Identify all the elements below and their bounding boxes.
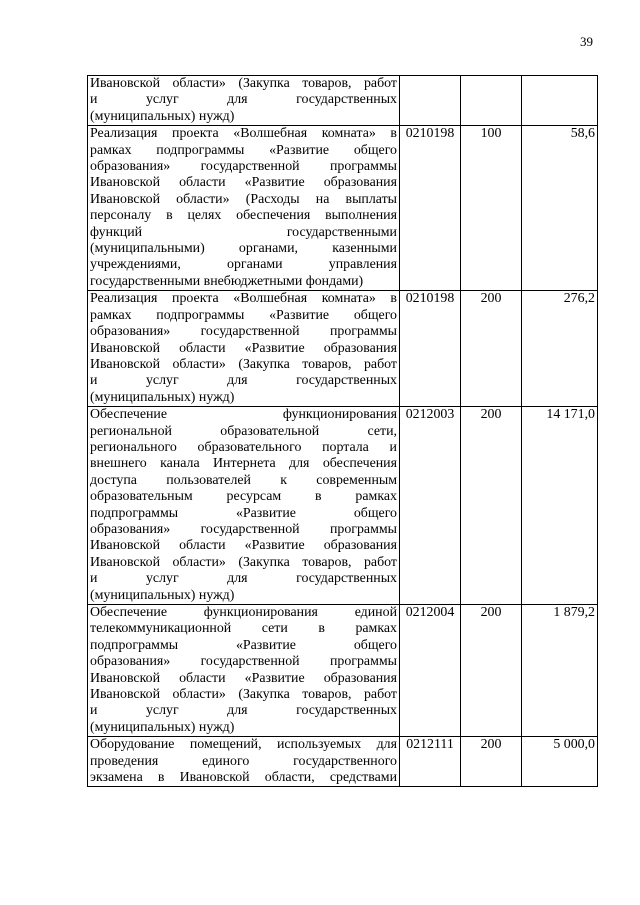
description-line: образования» государственной программы: [90, 521, 397, 537]
description-line: учреждениями, органами управления: [90, 257, 397, 273]
amount-cell: 5 000,0: [522, 737, 598, 787]
row-description: [88, 126, 400, 291]
description-line: и услуг для государственных: [90, 703, 397, 719]
description-line: рамках подпрограммы «Развитие общего: [90, 142, 397, 158]
description-line: и услуг для государственных: [90, 571, 397, 587]
table-row: [88, 76, 598, 126]
description-line: региональной образовательной сети,: [90, 423, 397, 439]
description-line: Ивановской области» (Закупка товаров, работ: [90, 76, 397, 91]
description-line: Ивановской области» (Расходы на выплаты: [90, 191, 397, 207]
description-line: государственными внебюджетными фондами): [90, 273, 364, 289]
description-line: образовательным ресурсам в рамках: [90, 489, 397, 505]
expense-type-cell: 200: [461, 291, 522, 407]
description-line: образования» государственной программы: [90, 159, 397, 175]
description-line: телекоммуникационной сети в рамках: [90, 621, 397, 637]
row-description: [88, 76, 400, 126]
table-row: [88, 291, 598, 407]
table-row: [88, 737, 598, 787]
description-line: (муниципальными) органами, казенными: [90, 241, 397, 257]
amount-cell: 276,2: [522, 291, 598, 407]
description-line: (муниципальных) нужд): [90, 587, 235, 603]
description-line: функций государственными: [90, 224, 397, 240]
description-line: Ивановской области «Развитие образования: [90, 340, 397, 356]
description-line: экзамена в Ивановской области, средствами: [90, 770, 397, 786]
amount-cell: 14 171,0: [522, 407, 598, 605]
expense-type-cell: 200: [461, 407, 522, 605]
row-description: [88, 407, 400, 605]
expense-type-cell: 200: [461, 737, 522, 787]
description-line: регионального образовательного портала и: [90, 439, 397, 455]
description-line: Ивановской области» (Закупка товаров, работ: [90, 687, 397, 703]
description-line: проведения единого государственного: [90, 753, 397, 769]
description-line: Реализация проекта «Волшебная комната» в: [90, 126, 397, 142]
expense-type-cell: 100: [461, 126, 522, 291]
description-line: образования» государственной программы: [90, 324, 397, 340]
expense-type-cell: [461, 76, 522, 126]
budget-table: [87, 75, 598, 787]
description-line: Обеспечение функционирования: [90, 407, 397, 423]
description-line: Ивановской области «Развитие образования: [90, 175, 397, 191]
budget-code-cell: 0210198: [400, 126, 461, 291]
page-number: 39: [580, 34, 593, 49]
description-line: и услуг для государственных: [90, 92, 397, 108]
description-line: (муниципальных) нужд): [90, 108, 235, 124]
description-line: рамках подпрограммы «Развитие общего: [90, 307, 397, 323]
budget-table-body: [88, 76, 598, 787]
budget-code-cell: 0212003: [400, 407, 461, 605]
description-line: Ивановской области «Развитие образования: [90, 670, 397, 686]
description-line: Обеспечение функционирования единой: [90, 605, 397, 620]
description-line: Оборудование помещений, используемых для: [90, 737, 397, 753]
amount-cell: [522, 76, 598, 126]
table-row: [88, 605, 598, 737]
row-description: [88, 737, 400, 787]
description-line: доступа пользователей к современным: [90, 472, 397, 488]
description-line: образования» государственной программы: [90, 654, 397, 670]
amount-cell: 58,6: [522, 126, 598, 291]
description-line: (муниципальных) нужд): [90, 719, 235, 735]
row-description: [88, 291, 400, 407]
description-line: подпрограммы «Развитие общего: [90, 505, 397, 521]
row-description: [88, 605, 400, 737]
budget-code-cell: [400, 76, 461, 126]
table-row: [88, 407, 598, 605]
description-line: (муниципальных) нужд): [90, 389, 235, 405]
description-line: Реализация проекта «Волшебная комната» в: [90, 291, 397, 307]
description-line: Ивановской области» (Закупка товаров, работ: [90, 356, 397, 372]
budget-code-cell: 0210198: [400, 291, 461, 407]
amount-cell: 1 879,2: [522, 605, 598, 737]
budget-code-cell: 0212111: [400, 737, 461, 787]
description-line: внешнего канала Интернета для обеспечения: [90, 456, 397, 472]
budget-code-cell: 0212004: [400, 605, 461, 737]
description-line: подпрограммы «Развитие общего: [90, 637, 397, 653]
description-line: персоналу в целях обеспечения выполнения: [90, 208, 397, 224]
expense-type-cell: 200: [461, 605, 522, 737]
description-line: Ивановской области «Развитие образования: [90, 538, 397, 554]
description-line: Ивановской области» (Закупка товаров, работ: [90, 554, 397, 570]
table-row: [88, 126, 598, 291]
description-line: и услуг для государственных: [90, 373, 397, 389]
